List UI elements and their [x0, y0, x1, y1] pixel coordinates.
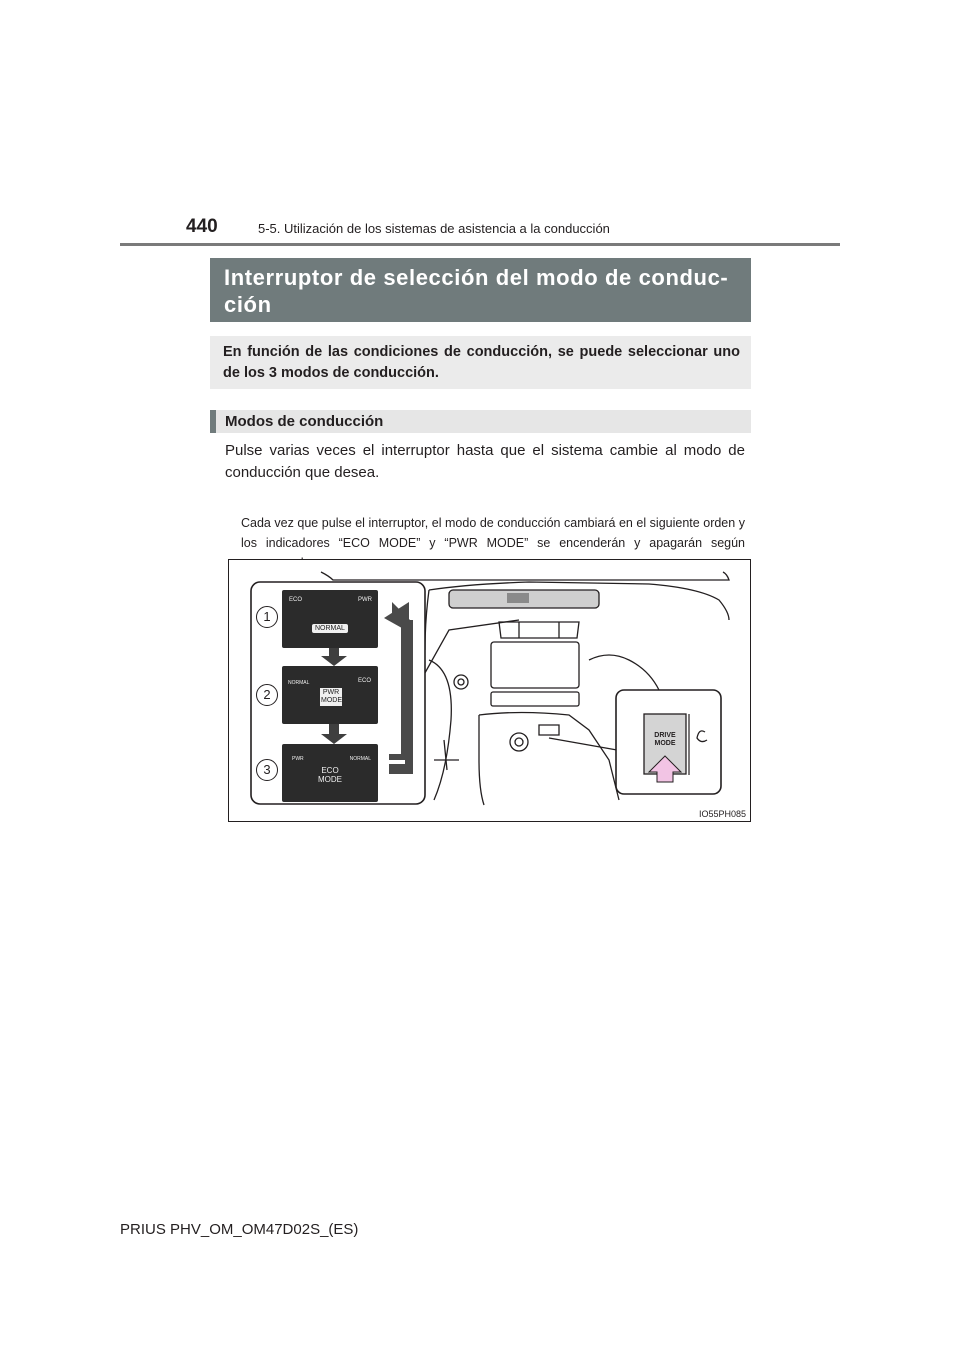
- panel3-left-label: PWR: [292, 756, 304, 762]
- page-number: 440: [186, 216, 218, 237]
- step-number-2: 2: [256, 684, 278, 706]
- title-box: [210, 258, 751, 322]
- drive-mode-switch-label-1: DRIVE: [654, 732, 676, 739]
- figure-code: IO55PH085: [698, 809, 746, 819]
- intro-box: [210, 336, 751, 389]
- panel3-right-label: NORMAL: [349, 756, 371, 762]
- step-number-1: 1: [256, 606, 278, 628]
- panel2-right-label: ECO: [357, 678, 371, 684]
- body-text: Pulse varias veces el interruptor hasta que el sistema cambie al modo de conducción que desea.: [225, 442, 745, 481]
- panel1-main-label: NORMAL: [312, 624, 348, 633]
- mode-panel-normal: [282, 590, 378, 648]
- subheading-bar: [210, 410, 751, 433]
- intro-text: En función de las condiciones de conducción, se puede seleccionar uno de los 3 modos de conducción.: [223, 344, 740, 381]
- panel1-left-label: ECO: [289, 597, 303, 603]
- mode-panel-pwr: [282, 666, 378, 724]
- subheading: Modos de conducción: [225, 413, 384, 430]
- drive-mode-figure: [228, 559, 751, 822]
- mode-panel-eco: [282, 744, 378, 802]
- panel1-right-label: PWR: [358, 597, 372, 603]
- section-reference: 5-5. Utilización de los sistemas de asistencia a la conducción: [258, 221, 610, 236]
- page-title: Interruptor de selección del modo de conduc-ción: [224, 265, 729, 317]
- subheading-accent: [210, 410, 216, 433]
- header-rule: [120, 243, 840, 246]
- panel3-main-label: ECO MODE: [318, 766, 342, 784]
- note-text: Cada vez que pulse el interruptor, el modo de conducción cambiará en el siguiente orden y los indicadores “ECO MODE” y “PWR MODE” se encenderán y apagarán según: [241, 516, 745, 550]
- drive-mode-switch-label-2: MODE: [654, 740, 676, 747]
- panel2-main-label: PWR MODE: [321, 689, 342, 704]
- panel2-left-label: NORMAL: [288, 680, 310, 686]
- step-number-3: 3: [256, 759, 278, 781]
- footer-manual-code: PRIUS PHV_OM_OM47D02S_(ES): [120, 1221, 359, 1238]
